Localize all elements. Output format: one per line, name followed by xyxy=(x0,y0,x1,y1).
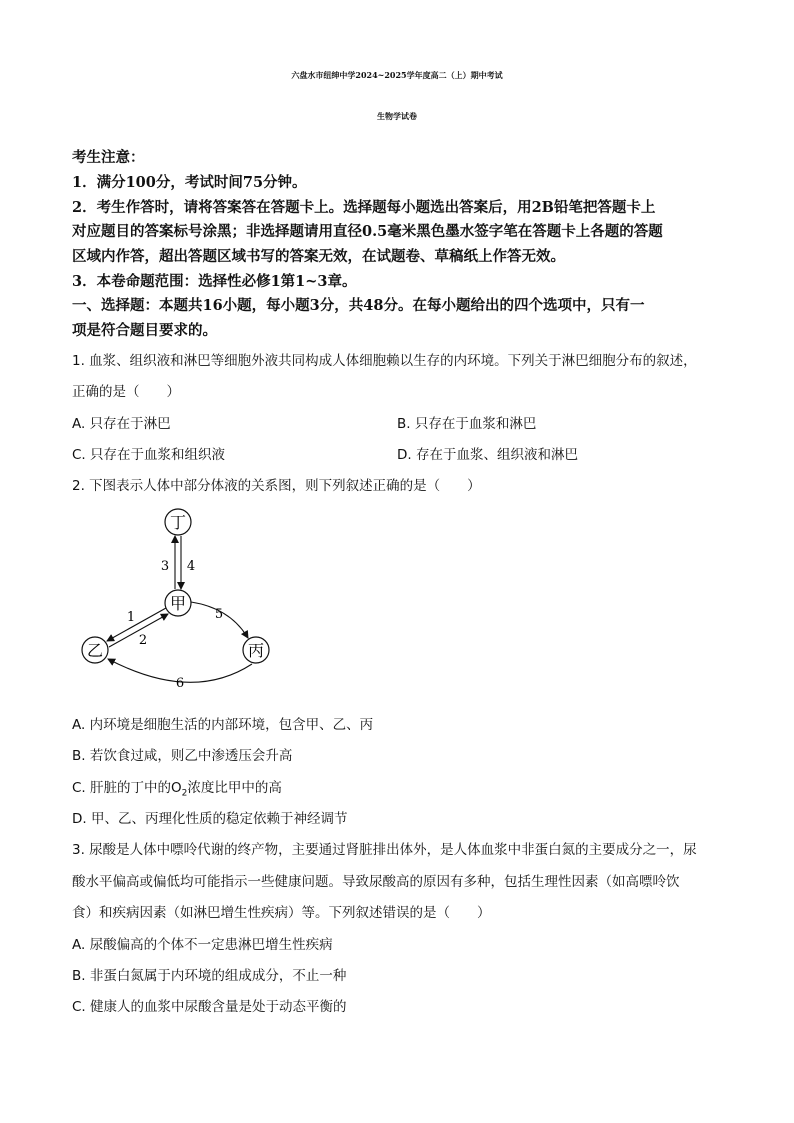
q2-option-a: A. 内环境是细胞生活的内部环境，包含甲、乙、丙 xyxy=(72,717,374,733)
page-title: 六盘水市纽绅中学2024~2025学年度高二（上）期中考试 xyxy=(291,70,503,80)
label-3: 3 xyxy=(160,559,170,574)
notice-line-1: 1．满分100分，考试时间75分钟。 xyxy=(72,174,307,191)
notice-line-2b: 对应题目的答案标号涂黑；非选择题请用直径0.5毫米黑色墨水签字笔在答题卡上各题的答题 xyxy=(72,223,663,240)
label-1: 1 xyxy=(126,610,136,625)
node-ding xyxy=(165,509,191,535)
svg-text:甲: 甲 xyxy=(169,594,187,613)
body-fluid-diagram xyxy=(72,498,282,698)
q1-option-c: C. 只存在于血浆和组织液 xyxy=(72,447,226,463)
arrow-1 xyxy=(107,608,166,641)
q2-option-c xyxy=(72,776,282,799)
q1-option-d: D. 存在于血浆、组织液和淋巴 xyxy=(397,447,578,463)
svg-text:乙: 乙 xyxy=(86,641,104,660)
label-6: 6 xyxy=(175,676,185,691)
q2-option-b: B. 若饮食过咸，则乙中渗透压会升高 xyxy=(72,748,293,764)
q3-option-b: B. 非蛋白氮属于内环境的组成成分，不止一种 xyxy=(72,968,347,984)
label-4: 4 xyxy=(186,559,196,574)
q2-option-c-pre: C. 肝脏的丁中的O xyxy=(72,780,182,796)
q2-option-c-sub: 2 xyxy=(181,788,188,799)
node-yi xyxy=(82,637,108,663)
q3-stem-line-3: 食）和疾病因素（如淋巴增生性疾病）等。下列叙述错误的是（ ） xyxy=(72,905,491,921)
notice-line-3: 3．本卷命题范围：选择性必修1第1~3章。 xyxy=(72,273,357,290)
q2-stem: 2. 下图表示人体中部分体液的关系图，则下列叙述正确的是（ ） xyxy=(72,478,481,494)
page-subtitle: 生物学试卷 xyxy=(377,111,417,121)
node-bing xyxy=(243,637,269,663)
q3-option-a: A. 尿酸偏高的个体不一定患淋巴增生性疾病 xyxy=(72,937,333,953)
q3-stem-line-2: 酸水平偏高或偏低均可能指示一些健康问题。导致尿酸高的原因有多种，包括生理性因素（如高嘌呤饮 xyxy=(72,874,680,890)
node-jia xyxy=(165,590,191,616)
notice-line-2c: 区域内作答，超出答题区域书写的答案无效，在试题卷、草稿纸上作答无效。 xyxy=(72,248,565,265)
q3-stem-line-1: 3. 尿酸是人体中嘌呤代谢的终产物，主要通过肾脏排出体外，是人体血浆中非蛋白氮的主要成分之一，尿 xyxy=(72,842,697,858)
label-2: 2 xyxy=(138,633,148,648)
q1-stem-line-2: 正确的是（ ） xyxy=(72,384,180,400)
q2-option-d: D. 甲、乙、丙理化性质的稳定依赖于神经调节 xyxy=(72,811,348,827)
svg-text:丙: 丙 xyxy=(247,641,265,660)
q1-option-b: B. 只存在于血浆和淋巴 xyxy=(397,416,537,432)
q1-stem-line-1: 1. 血浆、组织液和淋巴等细胞外液共同构成人体细胞赖以生存的内环境。下列关于淋巴细胞分布的叙述， xyxy=(72,353,697,369)
svg-text:丁: 丁 xyxy=(169,513,187,532)
q2-option-c-post: 浓度比甲中的高 xyxy=(187,780,282,796)
section-heading-line-1: 一、选择题：本题共16小题，每小题3分，共48分。在每小题给出的四个选项中，只有一 xyxy=(72,297,645,314)
notice-line-2a: 2．考生作答时，请将答案答在答题卡上。选择题每小题选出答案后，用2B铅笔把答题卡上 xyxy=(72,199,656,216)
label-5: 5 xyxy=(214,607,224,622)
notice-heading: 考生注意： xyxy=(72,149,145,166)
section-heading-line-2: 项是符合题目要求的。 xyxy=(72,322,217,339)
q1-option-a: A. 只存在于淋巴 xyxy=(72,416,171,432)
q3-option-c: C. 健康人的血浆中尿酸含量是处于动态平衡的 xyxy=(72,999,347,1015)
